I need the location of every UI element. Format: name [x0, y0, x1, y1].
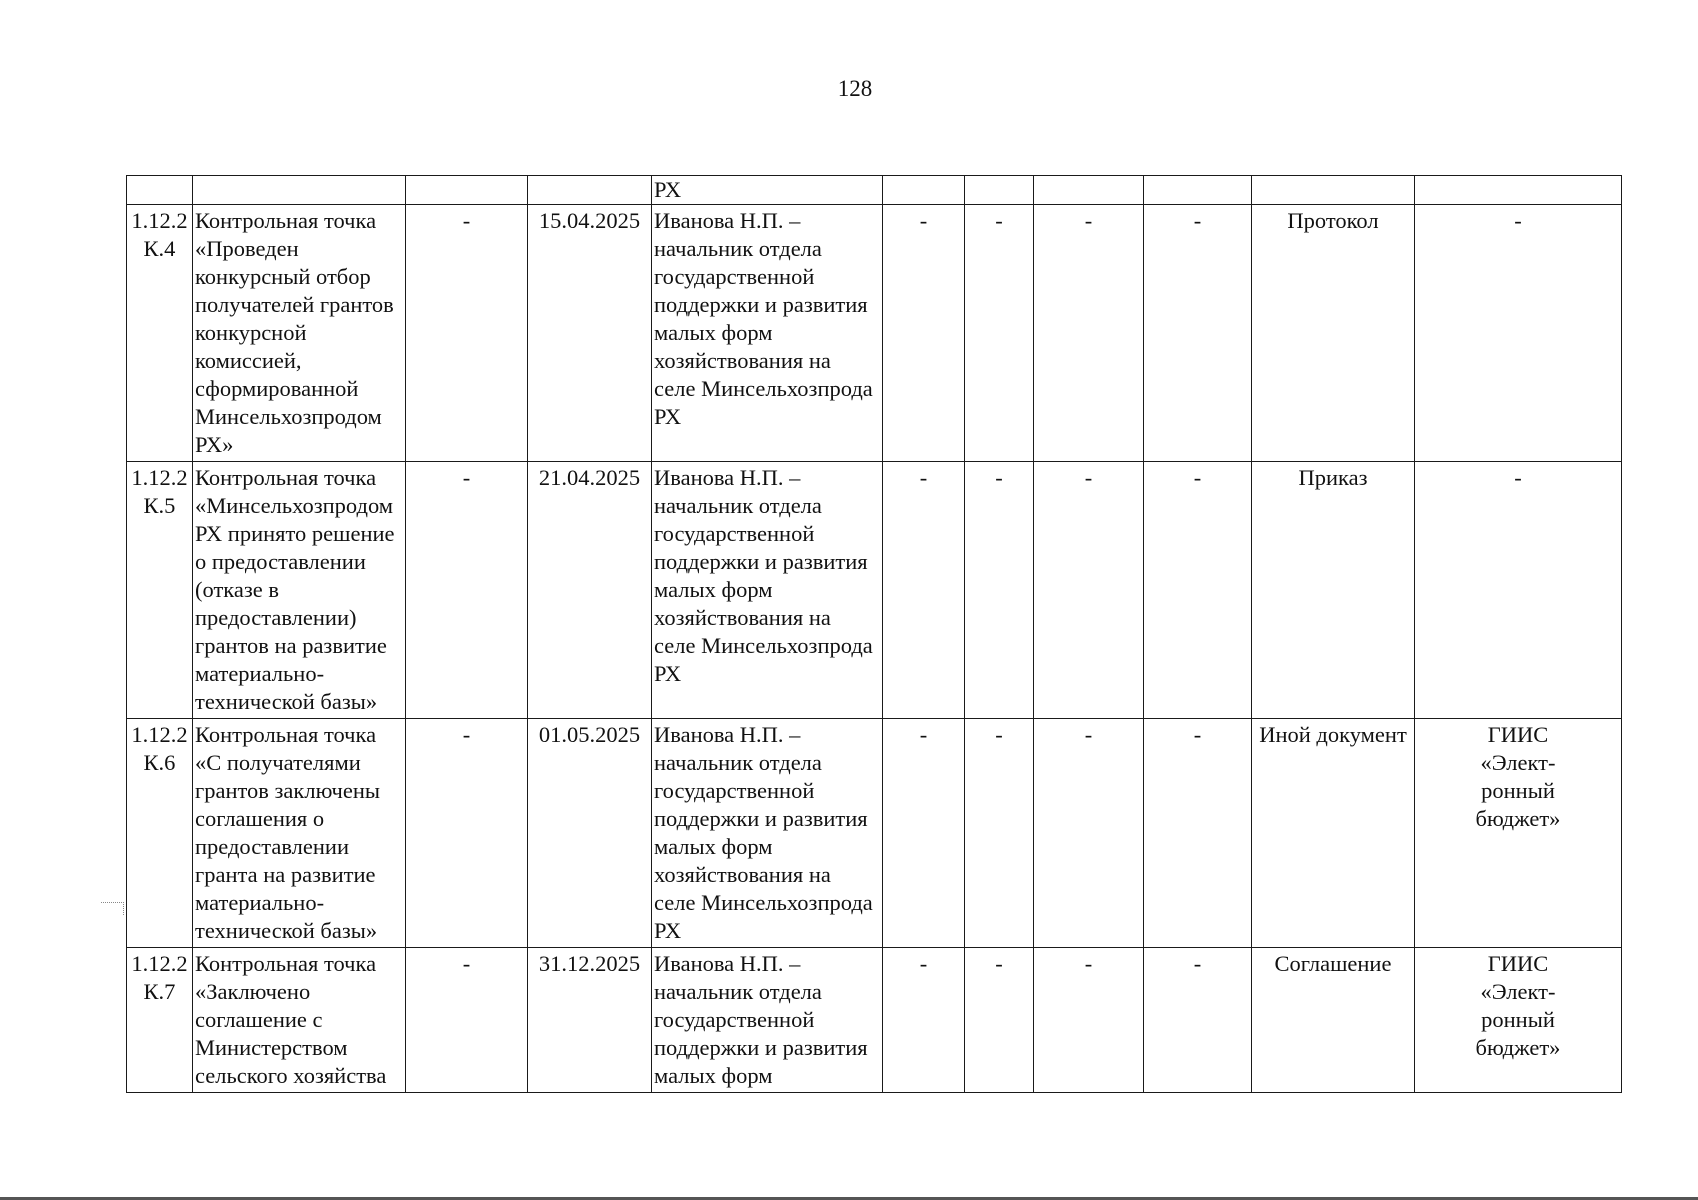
column6-cell: -	[883, 205, 965, 462]
responsible-line: государственной	[654, 521, 815, 546]
description-line: сельского хозяйства	[195, 1063, 387, 1088]
information-system-line: «Элект-	[1480, 979, 1556, 1004]
date-cell: 01.05.2025	[528, 719, 652, 948]
continuation-doc-cell	[1252, 176, 1415, 205]
table-row	[127, 462, 1622, 719]
row-code: К.7	[143, 979, 176, 1004]
continuation-date-cell	[528, 176, 652, 205]
responsible-line: поддержки и развития	[654, 1035, 868, 1060]
row-number: 1.12.2	[131, 208, 188, 233]
continuation-resp-cell: РХ	[652, 176, 883, 205]
table-row	[127, 719, 1622, 948]
column6-cell: -	[883, 462, 965, 719]
date-cell: 15.04.2025	[528, 205, 652, 462]
column7-cell: -	[965, 948, 1034, 1093]
description-line: «Проведен	[195, 236, 299, 261]
column3-cell: -	[406, 719, 528, 948]
column9-cell: -	[1144, 205, 1252, 462]
description-line: материально-	[195, 890, 325, 915]
row-number-cell	[127, 462, 193, 719]
column9-cell: -	[1144, 719, 1252, 948]
description-line: «Заключено	[195, 979, 311, 1004]
description-line: конкурсной	[195, 320, 307, 345]
responsible-line: хозяйствования на	[654, 605, 831, 630]
responsible-line: малых форм	[654, 1063, 773, 1088]
column8-cell: -	[1034, 719, 1144, 948]
column8-cell: -	[1034, 462, 1144, 719]
column7-cell: -	[965, 462, 1034, 719]
row-number: 1.12.2	[131, 722, 188, 747]
responsible-line: государственной	[654, 264, 815, 289]
description-line: грантов заключены	[195, 778, 380, 803]
row-number: 1.12.2	[131, 951, 188, 976]
description-line: Минсельхозпродом	[195, 404, 382, 429]
responsible-line: хозяйствования на	[654, 862, 831, 887]
description-line: о предоставлении	[195, 549, 366, 574]
document-type-cell: Иной документ	[1252, 719, 1415, 948]
description-line: грантов на развитие	[195, 633, 387, 658]
description-line: технической базы»	[195, 689, 378, 714]
continuation-row	[127, 176, 1622, 205]
responsible-line: Иванова Н.П. –	[654, 208, 801, 233]
continuation-desc-cell	[193, 176, 406, 205]
description-line: Контрольная точка	[195, 951, 377, 976]
continuation-col8-cell	[1034, 176, 1144, 205]
responsible-line: государственной	[654, 1007, 815, 1032]
information-system-line: ГИИС	[1487, 951, 1549, 976]
responsible-line: селе Минсельхозпрода	[654, 376, 873, 401]
row-number-cell	[127, 719, 193, 948]
responsible-line: начальник отдела	[654, 493, 822, 518]
responsible-line: малых форм	[654, 834, 773, 859]
row-number-cell	[127, 205, 193, 462]
information-system-line: «Элект-	[1480, 750, 1556, 775]
description-line: соглашения о	[195, 806, 325, 831]
row-code: К.5	[143, 493, 176, 518]
description-line: соглашение с	[195, 1007, 323, 1032]
responsible-cell	[652, 719, 883, 948]
description-line: «Минсельхозпродом	[195, 493, 394, 518]
responsible-line: начальник отдела	[654, 236, 822, 261]
row-number: 1.12.2	[131, 465, 188, 490]
description-line: комиссией,	[195, 348, 302, 373]
page-number: 128	[837, 76, 873, 101]
description-line: технической базы»	[195, 918, 378, 943]
control-points-table	[126, 175, 1622, 1093]
information-system-cell	[1415, 462, 1622, 719]
responsible-line: Иванова Н.П. –	[654, 722, 801, 747]
column6-cell: -	[883, 948, 965, 1093]
document-type-cell: Приказ	[1252, 462, 1415, 719]
information-system-line: ГИИС	[1487, 722, 1549, 747]
description-line: (отказе в	[195, 577, 279, 602]
continuation-sys-cell	[1415, 176, 1622, 205]
responsible-line: селе Минсельхозпрода	[654, 890, 873, 915]
responsible-cell	[652, 462, 883, 719]
responsible-line: государственной	[654, 778, 815, 803]
responsible-line: поддержки и развития	[654, 292, 868, 317]
description-line: Контрольная точка	[195, 465, 377, 490]
date-cell: 21.04.2025	[528, 462, 652, 719]
table-row	[127, 205, 1622, 462]
column3-cell: -	[406, 948, 528, 1093]
column3-cell: -	[406, 205, 528, 462]
column7-cell: -	[965, 205, 1034, 462]
description-cell	[193, 948, 406, 1093]
description-line: получателей грантов	[195, 292, 394, 317]
column8-cell: -	[1034, 205, 1144, 462]
column3-cell: -	[406, 462, 528, 719]
responsible-line: поддержки и развития	[654, 806, 868, 831]
description-line: Министерством	[195, 1035, 348, 1060]
information-system-cell	[1415, 205, 1622, 462]
continuation-col6-cell	[883, 176, 965, 205]
table-body	[127, 205, 1622, 1093]
row-code: К.6	[143, 750, 176, 775]
document-type-cell: Протокол	[1252, 205, 1415, 462]
responsible-line: РХ	[654, 404, 682, 429]
date-cell: 31.12.2025	[528, 948, 652, 1093]
responsible-line: хозяйствования на	[654, 348, 831, 373]
continuation-num-cell	[127, 176, 193, 205]
description-line: гранта на развитие	[195, 862, 376, 887]
column7-cell: -	[965, 719, 1034, 948]
information-system-line: ронный	[1481, 778, 1555, 803]
row-code: К.4	[143, 236, 176, 261]
information-system-cell	[1415, 948, 1622, 1093]
information-system-line: бюджет»	[1475, 1035, 1561, 1060]
description-line: конкурсный отбор	[195, 264, 371, 289]
description-cell	[193, 719, 406, 948]
description-line: Контрольная точка	[195, 208, 377, 233]
row-number-cell	[127, 948, 193, 1093]
information-system-line: -	[1514, 208, 1522, 233]
description-cell	[193, 462, 406, 719]
column6-cell: -	[883, 719, 965, 948]
continuation-col9-cell	[1144, 176, 1252, 205]
responsible-cell	[652, 205, 883, 462]
description-line: РХ принято решение	[195, 521, 395, 546]
description-line: Контрольная точка	[195, 722, 377, 747]
information-system-line: ронный	[1481, 1007, 1555, 1032]
description-cell	[193, 205, 406, 462]
responsible-line: Иванова Н.П. –	[654, 951, 801, 976]
responsible-line: начальник отдела	[654, 979, 822, 1004]
scan-artifact	[101, 902, 124, 915]
information-system-line: бюджет»	[1475, 806, 1561, 831]
responsible-line: селе Минсельхозпрода	[654, 633, 873, 658]
continuation-col7-cell	[965, 176, 1034, 205]
responsible-line: Иванова Н.П. –	[654, 465, 801, 490]
information-system-cell	[1415, 719, 1622, 948]
responsible-line: РХ	[654, 661, 682, 686]
description-line: сформированной	[195, 376, 359, 401]
column9-cell: -	[1144, 462, 1252, 719]
responsible-cell	[652, 948, 883, 1093]
responsible-line: РХ	[654, 918, 682, 943]
description-line: предоставлении)	[195, 605, 357, 630]
description-line: РХ»	[195, 432, 234, 457]
column8-cell: -	[1034, 948, 1144, 1093]
responsible-line: начальник отдела	[654, 750, 822, 775]
description-line: предоставлении	[195, 834, 349, 859]
continuation-col3-cell	[406, 176, 528, 205]
document-type-cell: Соглашение	[1252, 948, 1415, 1093]
table-row	[127, 948, 1622, 1093]
responsible-line: поддержки и развития	[654, 549, 868, 574]
information-system-line: -	[1514, 465, 1522, 490]
description-line: материально-	[195, 661, 325, 686]
description-line: «С получателями	[195, 750, 361, 775]
column9-cell: -	[1144, 948, 1252, 1093]
responsible-line: малых форм	[654, 320, 773, 345]
responsible-line: малых форм	[654, 577, 773, 602]
